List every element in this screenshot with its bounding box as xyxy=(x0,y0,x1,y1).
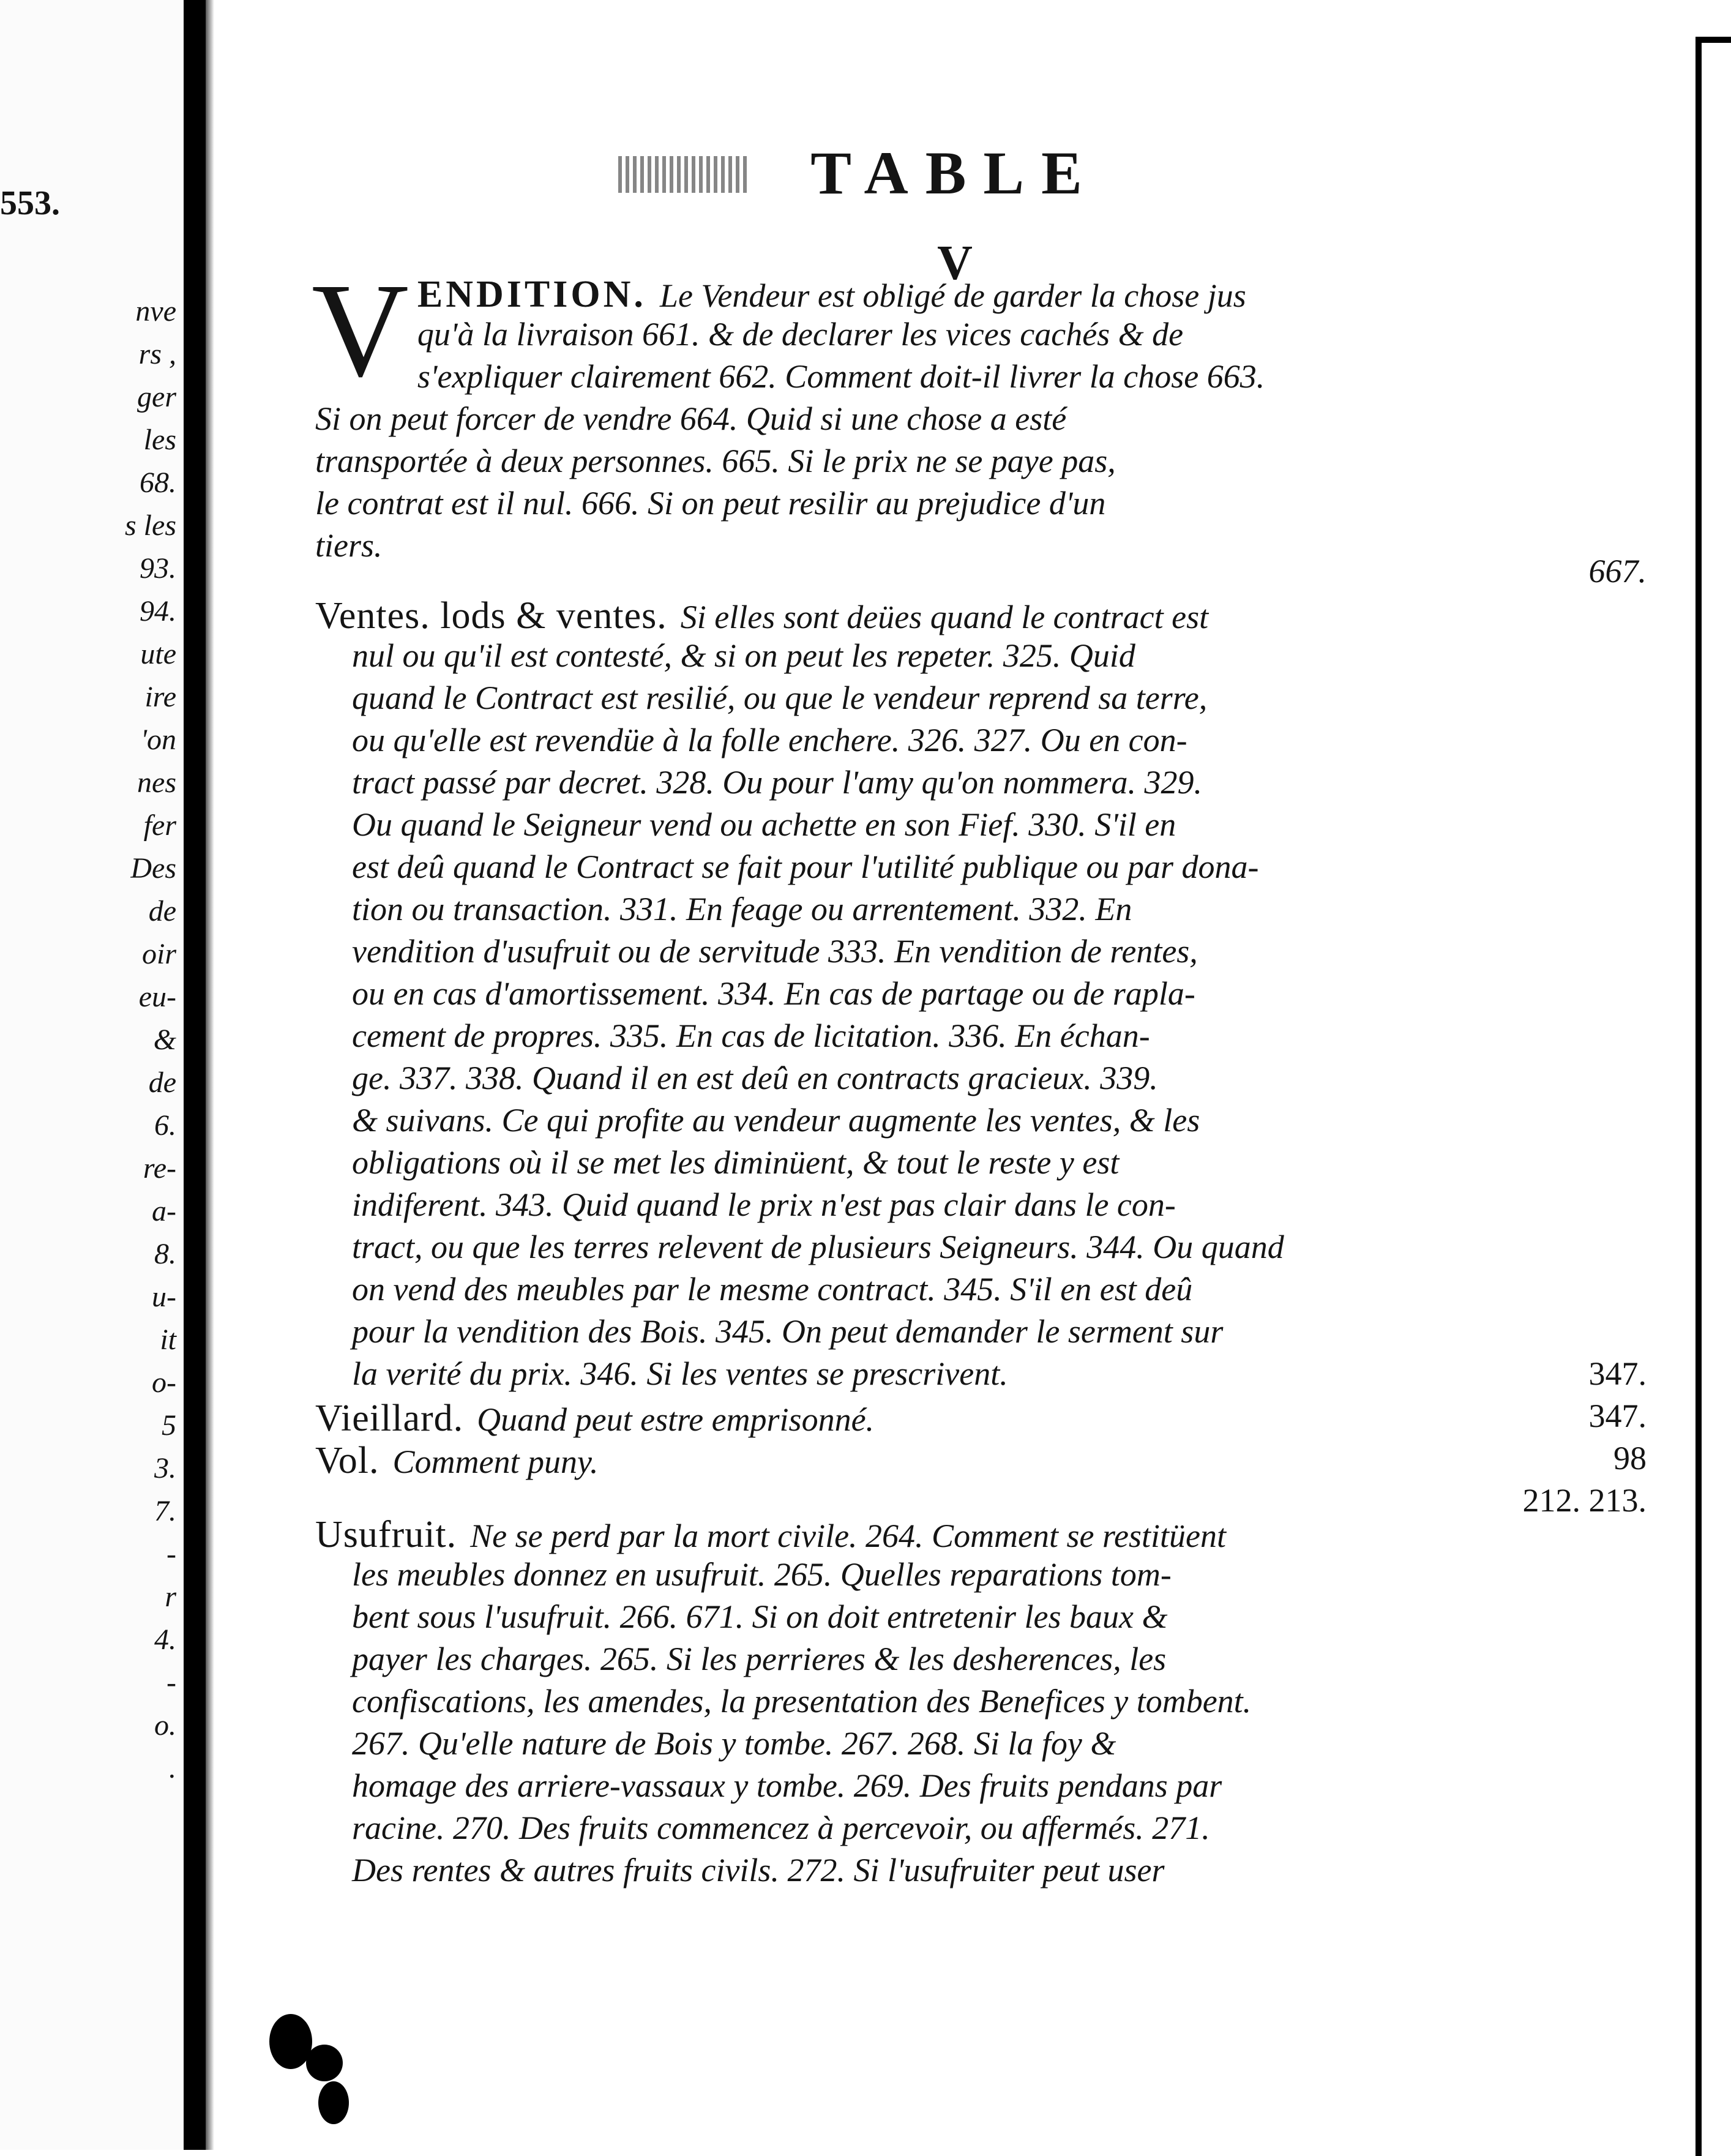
entry-line: ou en cas d'amortissement. 334. En cas de partage ou de rapla- xyxy=(352,975,1195,1012)
ink-blot xyxy=(318,2081,349,2124)
entry-line: nul ou qu'il est contesté, & si on peut les repeter. 325. Quid xyxy=(352,637,1135,674)
left-page-fragment-text: - xyxy=(166,1666,176,1699)
entry-line: tiers. xyxy=(315,527,383,564)
page-edge-border xyxy=(1695,37,1731,2156)
entry-line: indiferent. 343. Quid quand le prix n'est pas clair dans le con- xyxy=(352,1186,1176,1223)
entry-line: ou qu'elle est revendüe à la folle enchere. 326. 327. Ou en con- xyxy=(352,722,1187,758)
left-page-fragment-text: . xyxy=(169,1752,176,1784)
entry-line: homage des arriere-vassaux y tombe. 269. Des fruits pendans par xyxy=(352,1767,1222,1804)
entry-line: ENDITION. Le Vendeur est obligé de garder la chose jus xyxy=(417,274,1246,315)
left-page-fragment-text: 6. xyxy=(154,1109,176,1142)
entry-line: pour la vendition des Bois. 345. On peut demander le serment sur xyxy=(352,1313,1224,1350)
left-page-fragment-text: 5 xyxy=(162,1409,176,1442)
left-page-fragment-text: 'on xyxy=(140,724,176,756)
entry-line: tract, ou que les terres relevent de plusieurs Seigneurs. 344. Ou quand xyxy=(352,1229,1284,1265)
left-page-fragment-text: de xyxy=(148,1066,176,1099)
entry-heading: Usufruit. xyxy=(315,1514,457,1555)
entry-line: qu'à la livraison 661. & de declarer les vices cachés & de xyxy=(417,316,1184,353)
entry-page-ref: 98 xyxy=(1613,1440,1647,1477)
left-page-fragment xyxy=(0,0,184,2150)
left-page-fragment-text: fer xyxy=(143,809,176,842)
left-page-fragment-text: & xyxy=(153,1024,176,1056)
binding-gutter xyxy=(184,0,206,2150)
left-page-fragment-text: o- xyxy=(152,1366,176,1399)
entry-line: cement de propres. 335. En cas de licitation. 336. En échan- xyxy=(352,1017,1150,1054)
entry-page-ref: 667. xyxy=(1588,553,1647,590)
left-page-fragment-text: eu- xyxy=(138,981,176,1013)
left-page-fragment-text: ute xyxy=(140,638,176,670)
left-page-fragment-text: rs , xyxy=(138,338,176,370)
entry-line: & suivans. Ce qui profite au vendeur augmente les ventes, & les xyxy=(352,1102,1200,1139)
entry-heading: Vol. xyxy=(315,1440,379,1481)
left-page-fragment-text: 68. xyxy=(140,466,176,499)
left-page-fragment-text: it xyxy=(160,1323,176,1356)
entry-heading: Vieillard. xyxy=(315,1398,464,1439)
left-page-fragment-text: 4. xyxy=(154,1623,176,1656)
entry-line: quand le Contract est resilié, ou que le vendeur reprend sa terre, xyxy=(352,679,1208,716)
entry-line: la verité du prix. 346. Si les ventes se prescrivent. 347. xyxy=(352,1355,1647,1392)
entry-line: s'expliquer clairement 662. Comment doit-il livrer la chose 663. xyxy=(417,358,1265,395)
entry-ventes xyxy=(315,597,1647,1399)
entry-heading: ENDITION. xyxy=(417,274,646,315)
entry-line: les meubles donnez en usufruit. 265. Quelles reparations tom- xyxy=(352,1556,1172,1593)
left-page-fragment-text: u- xyxy=(152,1281,176,1313)
left-page-fragment-text: a- xyxy=(152,1195,176,1227)
entry-page-ref: 212. 213. xyxy=(1522,1482,1647,1519)
entry-line: est deû quand le Contract se fait pour l'utilité publique ou par dona- xyxy=(352,848,1259,885)
left-page-fragment-text: r xyxy=(165,1581,176,1613)
ink-blot xyxy=(306,2045,343,2081)
entry-heading: Ventes. lods & ventes. xyxy=(315,595,667,637)
entry-text: Comment puny. xyxy=(392,1443,599,1480)
entry-line: ge. 337. 338. Quand il en est deû en contracts gracieux. 339. xyxy=(352,1060,1158,1096)
left-page-fragment-text: 7. xyxy=(154,1495,176,1527)
left-page-fragment-text: nve xyxy=(135,295,176,328)
entry-line: bent sous l'usufruit. 266. 671. Si on doit entretenir les baux & xyxy=(352,1598,1168,1635)
entry-line xyxy=(315,1482,1647,1519)
entry-line: Ou quand le Seigneur vend ou achette en son Fief. 330. S'il en xyxy=(352,806,1176,843)
entry-text: Quand peut estre emprisonné. xyxy=(477,1401,875,1438)
left-page-fragment-text: ger xyxy=(137,381,176,413)
left-page-fragment-text: Des xyxy=(130,852,176,885)
entry-line: vendition d'usufruit ou de servitude 333. En vendition de rentes, xyxy=(352,933,1198,970)
entry-line: tion ou transaction. 331. En feage ou arrentement. 332. En xyxy=(352,891,1132,927)
section-letter: V xyxy=(937,236,973,290)
entry-line: Ventes. lods & ventes. Si elles sont deües quand le contract est xyxy=(315,595,1209,637)
entry-line: 267. Qu'elle nature de Bois y tombe. 267. 268. Si la foy & xyxy=(352,1725,1116,1762)
entry-line: confiscations, les amendes, la presentation des Benefices y tombent. xyxy=(352,1683,1252,1720)
entry-line: racine. 270. Des fruits commencez à percevoir, ou affermés. 271. xyxy=(352,1810,1210,1846)
entry-line: Si on peut forcer de vendre 664. Quid si une chose a esté xyxy=(315,400,1067,437)
entry-line: le contrat est il nul. 666. Si on peut resilir au prejudice d'un xyxy=(315,485,1106,522)
index-entries xyxy=(312,255,1647,1896)
left-page-fragment-text: s les xyxy=(125,509,176,542)
entry-vol xyxy=(315,1442,1647,1484)
left-page-fragment-text: de xyxy=(148,895,176,927)
left-page-fragment-text: - xyxy=(166,1538,176,1570)
entry-page-ref: 347. xyxy=(1588,1355,1647,1392)
left-page-fragment-text: 94. xyxy=(140,595,176,627)
entry-line: Des rentes & autres fruits civils. 272. Si l'usufruiter peut user xyxy=(352,1852,1165,1888)
page-title: TABLE xyxy=(810,139,1099,207)
drop-cap: V xyxy=(312,255,409,405)
entry-line: payer les charges. 265. Si les perrieres & les desherences, les xyxy=(352,1641,1167,1677)
left-page-fragment-text: ire xyxy=(144,681,176,713)
left-page-fragment-text: o. xyxy=(154,1709,176,1742)
left-page-fragment-text: 8. xyxy=(154,1238,176,1270)
left-page-header: 553. xyxy=(0,184,60,222)
entry-usufruit xyxy=(315,1484,1647,1896)
entry-vendition xyxy=(312,255,1647,597)
entry-line: on vend des meubles par le mesme contract. 345. S'il en est deû xyxy=(352,1271,1193,1308)
left-page-fragment-text: re- xyxy=(143,1152,176,1185)
entry-line: Usufruit. Ne se perd par la mort civile. 264. Comment se restitüent xyxy=(315,1514,1226,1555)
left-page-fragment-text: oir xyxy=(141,938,176,970)
entry-vieillard xyxy=(315,1399,1647,1442)
binding-shadow xyxy=(206,0,214,2150)
entry-line: tract passé par decret. 328. Ou pour l'amy qu'on nommera. 329. xyxy=(352,764,1202,801)
entry-line: obligations où il se met les diminüent, & tout le reste y est xyxy=(352,1144,1120,1181)
main-page xyxy=(214,0,1695,2150)
left-page-fragment-text: 93. xyxy=(140,552,176,585)
entry-line: transportée à deux personnes. 665. Si le prix ne se paye pas, xyxy=(315,443,1116,479)
left-page-fragment-text: les xyxy=(143,424,176,456)
left-page-fragment-text: nes xyxy=(137,766,176,799)
entry-page-ref: 347. xyxy=(1588,1398,1647,1434)
left-page-fragment-text: 3. xyxy=(154,1452,176,1484)
